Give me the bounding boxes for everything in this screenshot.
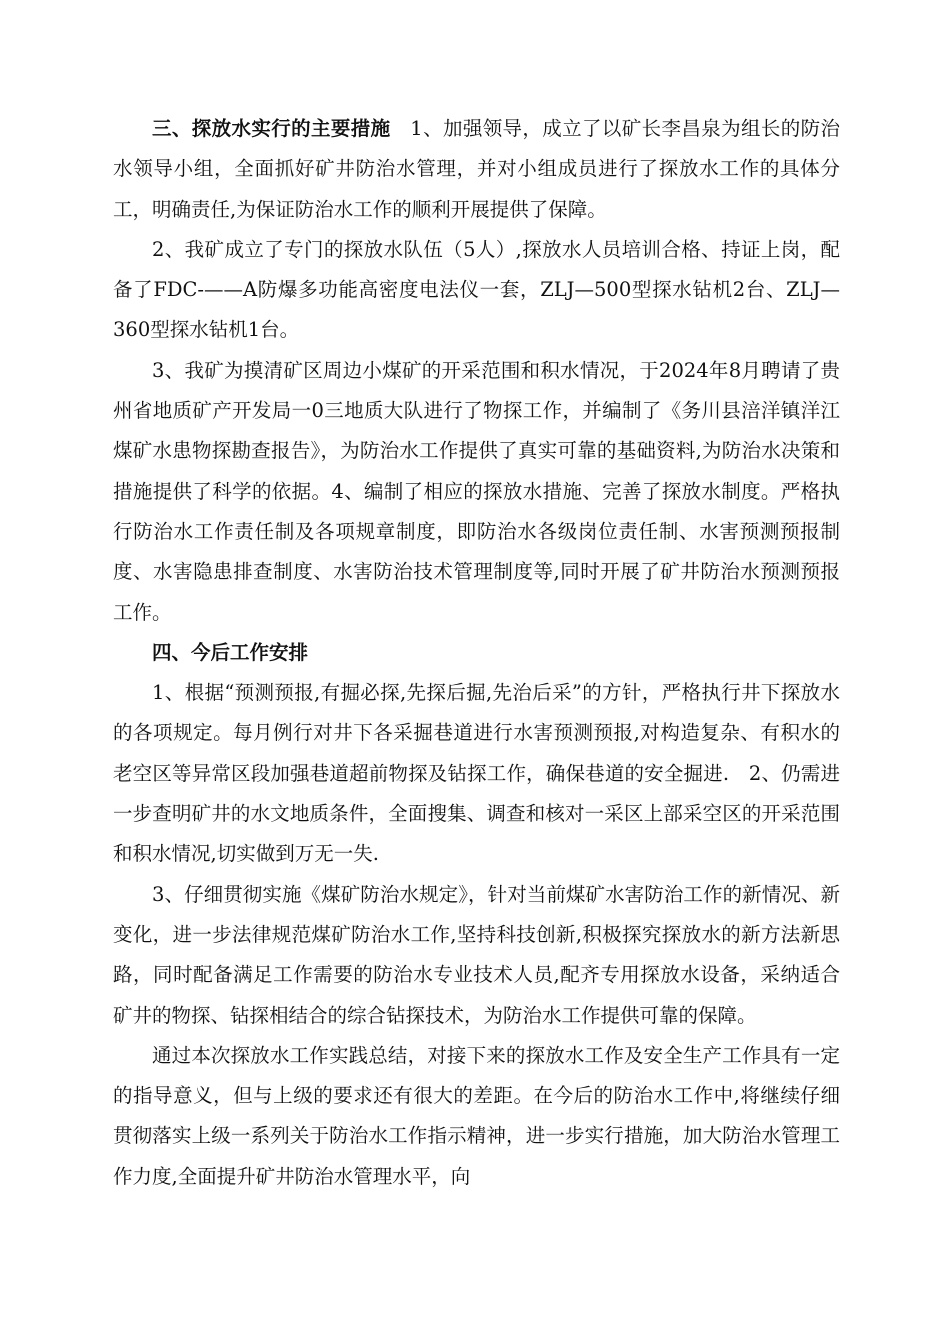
paragraph-text: 1、加强领导，成立了以矿长李昌泉为组长的防治水领导小组，全面抓好矿井防治水管理，并对小组成员进行了探放水工作的具体分工，明确责任,为保证防治水工作的顺利开展提供了保障。 (113, 117, 840, 221)
paragraph-measures-leadership (113, 109, 840, 230)
section-heading-future: 四、今后工作安排 (152, 640, 309, 664)
paragraph-summary (113, 1036, 840, 1197)
paragraph-future-heading (113, 633, 840, 673)
paragraph-forecast-policy (113, 673, 840, 874)
paragraph-text: 2、我矿成立了专门的探放水队伍（5人）,探放水人员培训合格、持证上岗，配备了FDC-——A防爆多功能高密度电法仪一套，ZLJ—500型探水钻机2台、ZLJ—360型探水钻机1台。 (113, 237, 840, 342)
paragraph-team-equipment (113, 230, 840, 351)
paragraph-text: 3、我矿为摸清矿区周边小煤矿的开采范围和积水情况，于2024年8月聘请了贵州省地质矿产开发局一0三地质大队进行了物探工作，并编制了《务川县涪洋镇洋江煤矿水患物探勘查报告》，为防治水工作提供了真实可靠的基础资料,为防治水决策和措施提供了科学的依据。4、编制了相应的探放水措施、完善了探放水制度。严格执行防治水工作责任制及各项规章制度，即防治水各级岗位责任制、水害预测预报制度、水害隐患排查制度、水害防治技术管理制度等,同时开展了矿井防治水预测预报工作。 (113, 358, 840, 624)
paragraph-text: 1、根据“预测预报,有掘必探,先探后掘,先治后采”的方针，严格执行井下探放水的各项规定。每月例行对井下各采掘巷道进行水害预测预报,对构造复杂、有积水的老空区等异常区段加强巷道超前物探及钻探工作，确保巷道的安全掘进. 2、仍需进一步查明矿井的水文地质条件，全面搜集、调查和核对一采区上部采空区的开采范围和积水情况,切实做到万无一失. (113, 681, 840, 866)
section-heading-measures: 三、探放水实行的主要措施 (152, 117, 391, 140)
paragraph-survey-rules (113, 351, 840, 633)
paragraph-text: 3、仔细贯彻实施《煤矿防治水规定》，针对当前煤矿水害防治工作的新情况、新变化，进一步法律规范煤矿防治水工作,坚持科技创新,积极探究探放水的新方法新思路，同时配备满足工作需要的防治水专业技术人员,配齐专用探放水设备，采纳适合矿井的物探、钻探相结合的综合钻探技术，为防治水工作提供可靠的保障。 (113, 882, 840, 1027)
paragraph-regulations (113, 875, 840, 1036)
paragraph-text: 通过本次探放水工作实践总结，对接下来的探放水工作及安全生产工作具有一定的指导意义，但与上级的要求还有很大的差距。在今后的防治水工作中,将继续仔细贯彻落实上级一系列关于防治水工作指示精神，进一步实行措施，加大防治水管理工作力度,全面提升矿井防治水管理水平，向 (113, 1043, 840, 1188)
document-body (113, 109, 840, 1197)
